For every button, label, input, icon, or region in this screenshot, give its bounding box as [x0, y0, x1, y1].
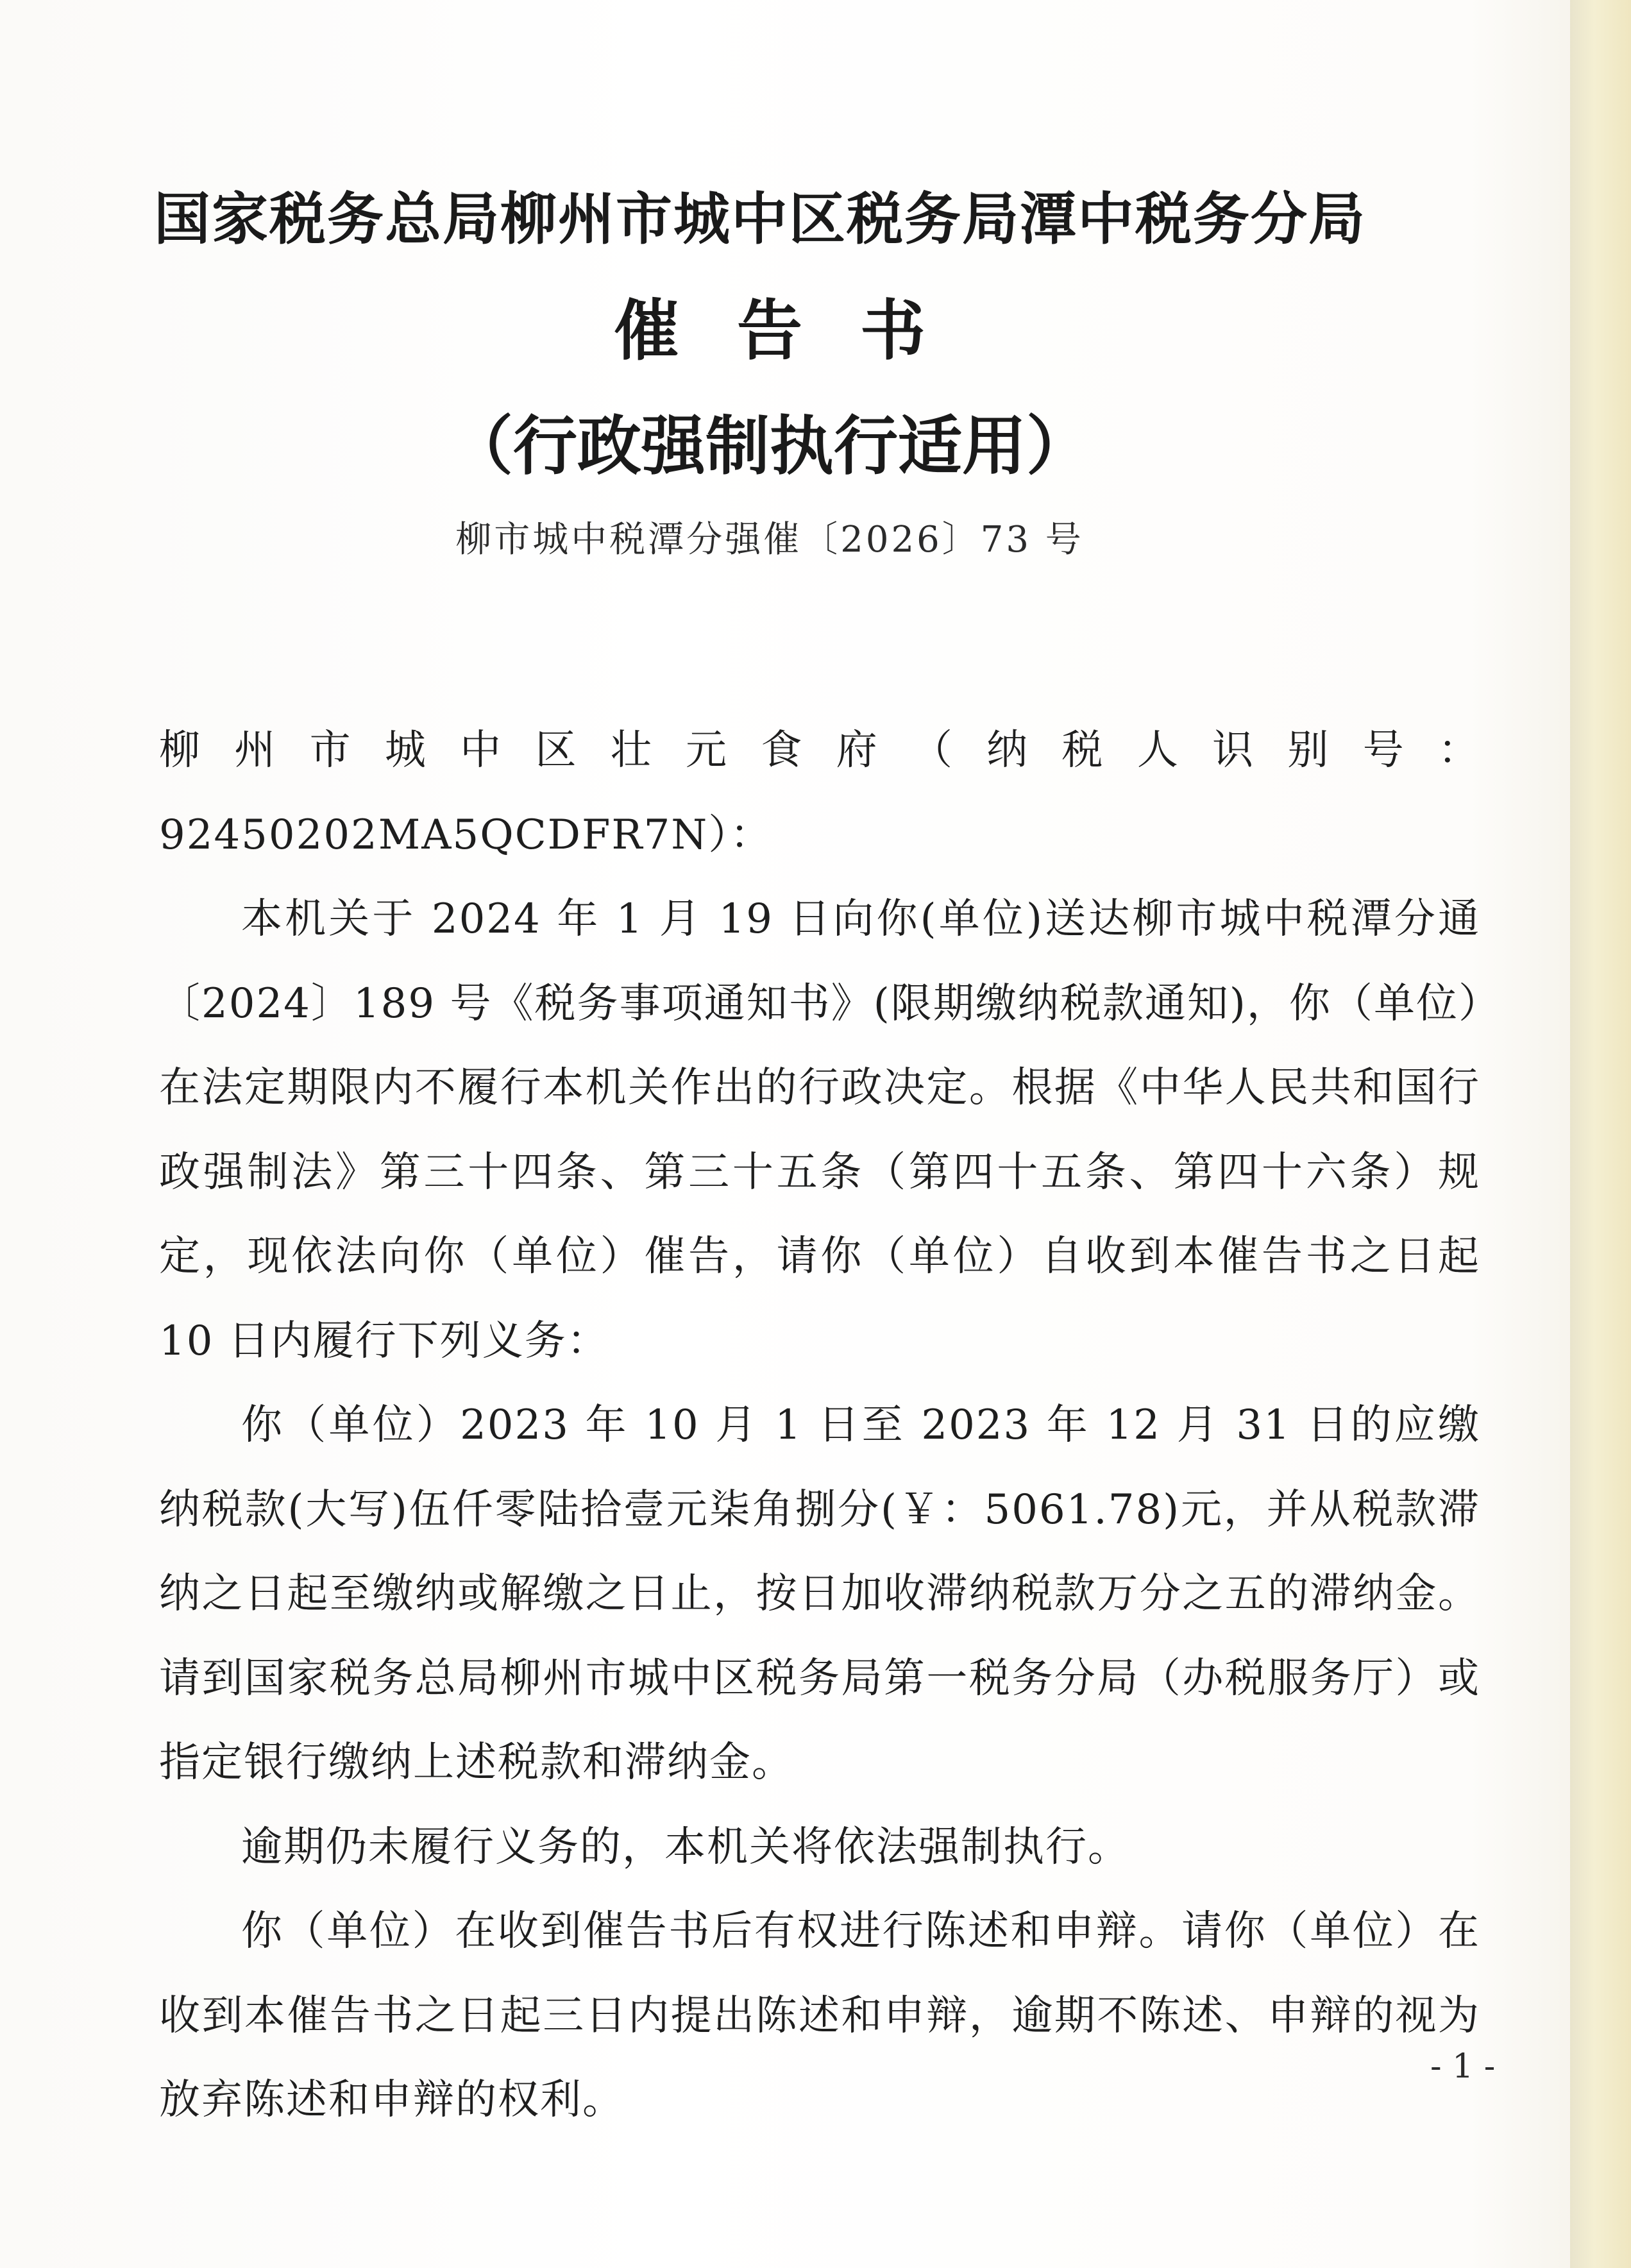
paragraph-notice: 本机关于 2024 年 1 月 19 日向你(单位)送达柳市城中税潭分通〔2024〕189 号《税务事项通知书》(限期缴纳税款通知)，你（单位）在法定期限内不履行本机关作出的行政决定。根据《中华人民共和国行政强制法》第三十四条、第三十五条（第四十五条、第四十六条）规定，现依法向你（单位）催告，请你（单位）自收到本催告书之日起 10 日内履行下列义务： [159, 895, 1480, 1365]
document-subtitle: （行政强制执行适用） [449, 408, 1090, 484]
paragraph-enforcement: 逾期仍未履行义务的，本机关将依法强制执行。 [241, 1823, 1130, 1871]
addressee: 柳州市城中区壮元食府（纳税人识别号：92450202MA5QCDFR7N）： [159, 727, 1480, 859]
paragraph-rights: 你（单位）在收到催告书后有权进行陈述和申辩。请你（单位）在收到本催告书之日起三日内提出陈述和申辩，逾期不陈述、申辩的视为放弃陈述和申辩的权利。 [159, 1908, 1480, 2124]
document-body [159, 709, 1480, 2143]
document-title: 催告书 [614, 292, 983, 369]
issuing-organization: 国家税务总局柳州市城中区税务局潭中税务分局 [153, 185, 1366, 252]
paragraph-obligation: 你（单位）2023 年 10 月 1 日至 2023 年 12 月 31 日的应缴纳税款(大写)伍仟零陆拾壹元柒角捌分(￥：5061.78)元，并从税款滞纳之日起至缴纳或解缴之日止，按日加收滞纳税款万分之五的滞纳金。请到国家税务总局柳州市城中区税务局第一税务分局（办税服务厅）或指定银行缴纳上述税款和滞纳金。 [159, 1401, 1480, 1786]
paper-edge [1570, 0, 1631, 2268]
document-number: 柳市城中税潭分强催〔2026〕73 号 [455, 519, 1084, 561]
page-number: - 1 - [1430, 2047, 1496, 2086]
